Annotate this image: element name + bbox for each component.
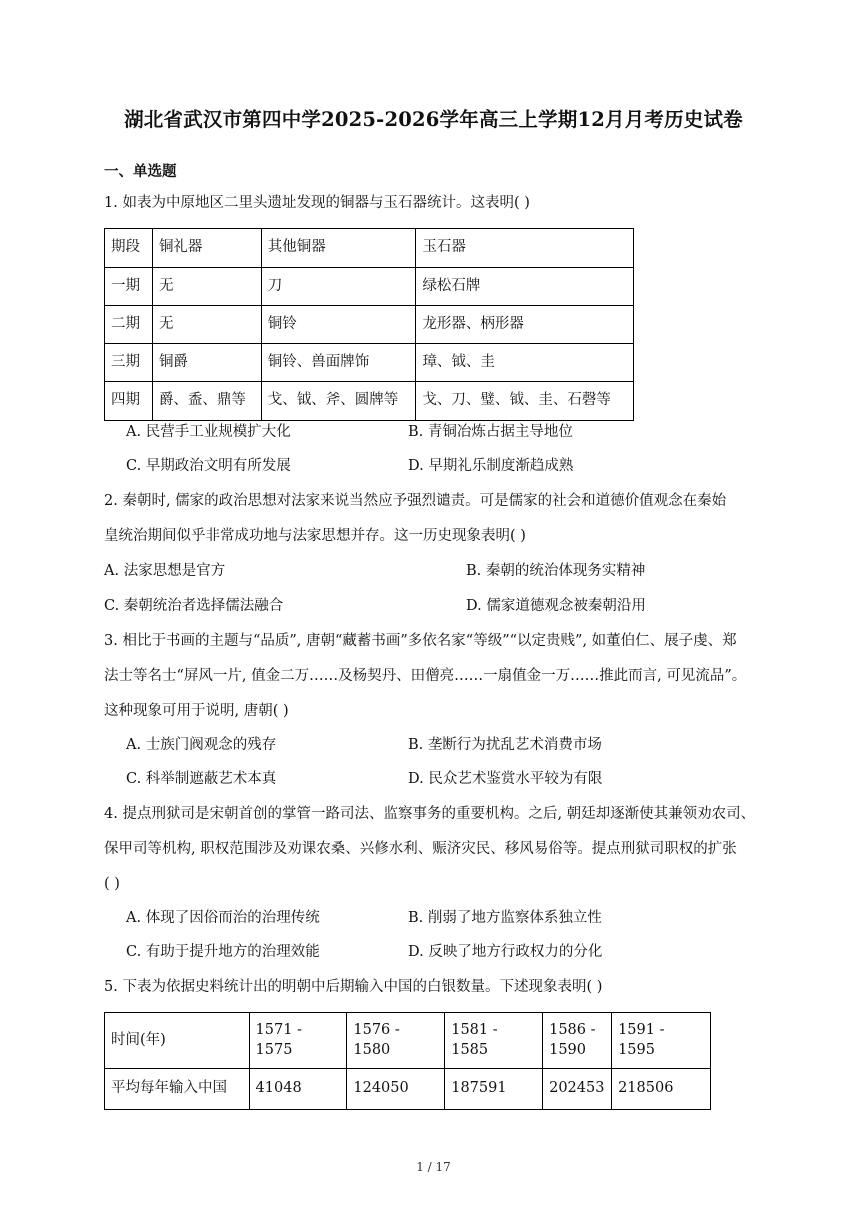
q1-table-row [105,268,634,306]
q1-header-cell: 期段 [105,229,153,268]
q5-table-header-row [105,1013,711,1069]
q5-header-cell: 1571 - 1575 [249,1013,347,1069]
q5-header-cell: 时间(年) [105,1013,250,1069]
q4-stem-line: 4. 提点刑狱司是宋朝首创的掌管一路司法、监察事务的重要机构。之后, 朝廷却逐渐使其兼领劝农司、 [104,806,756,822]
q1-table-row [105,344,634,382]
q1-cell: 刀 [261,268,416,306]
q3-stem-line: 法士等名士“屏风一片, 值金二万……及杨契丹、田僧亮……一扇值金一万……推此而言, 可见流品”。 [104,668,747,684]
q1-header-cell: 其他铜器 [261,229,416,268]
q1-table-header-row [105,229,634,268]
q2-option-a[interactable]: A. 法家思想是官方 [104,563,226,579]
q4-option-d[interactable]: D. 反映了地方行政权力的分化 [408,944,603,960]
q1-option-c[interactable]: C. 早期政治文明有所发展 [126,458,291,474]
q1-cell: 无 [152,306,261,344]
q1-table-row [105,306,634,344]
q1-cell: 绿松石牌 [416,268,634,306]
page-number: 1 / 17 [416,1160,451,1174]
q4-option-c[interactable]: C. 有助于提升地方的治理效能 [126,944,320,960]
q3-option-a[interactable]: A. 士族门阀观念的残存 [126,737,277,753]
q5-cell: 41048 [249,1069,347,1110]
q1-cell: 铜铃 [261,306,416,344]
q1-header-cell: 铜礼器 [152,229,261,268]
q1-cell: 一期 [105,268,153,306]
exam-title: 湖北省武汉市第四中学2025-2026学年高三上学期12月月考历史试卷 [124,108,743,131]
q1-cell: 三期 [105,344,153,382]
q1-cell: 爵、盉、鼎等 [152,382,261,421]
q1-option-d[interactable]: D. 早期礼乐制度渐趋成熟 [408,458,574,474]
q5-cell: 平均每年输入中国 [105,1069,250,1110]
q2-option-c[interactable]: C. 秦朝统治者选择儒法融合 [104,598,284,614]
q5-cell: 124050 [347,1069,445,1110]
q2-stem-line: 皇统治期间似乎非常成功地与法家思想并存。这一历史现象表明( ) [104,528,526,544]
q5-cell: 187591 [445,1069,543,1110]
q1-header-cell: 玉石器 [416,229,634,268]
q3-stem-line: 3. 相比于书画的主题与“品质”, 唐朝“藏蓄书画”多依名家“等级”“以定贵贱”, 如董伯仁、展子虔、郑 [104,633,737,649]
q1-stem: 1. 如表为中原地区二里头遗址发现的铜器与玉石器统计。这表明( ) [104,195,530,211]
q1-table [104,228,634,421]
q5-header-cell: 1576 - 1580 [347,1013,445,1069]
q5-cell: 218506 [612,1069,711,1110]
q3-stem-line: 这种现象可用于说明, 唐朝( ) [104,703,289,719]
q5-header-cell: 1591 - 1595 [612,1013,711,1069]
q4-option-a[interactable]: A. 体现了因俗而治的治理传统 [126,910,320,926]
q1-cell: 戈、刀、璧、钺、圭、石磬等 [416,382,634,421]
q1-cell: 四期 [105,382,153,421]
q1-cell: 铜铃、兽面牌饰 [261,344,416,382]
q4-option-b[interactable]: B. 削弱了地方监察体系独立性 [408,910,602,926]
q1-cell: 二期 [105,306,153,344]
q5-cell: 202453 [543,1069,612,1110]
section-heading: 一、单选题 [104,163,177,180]
q1-cell: 戈、钺、斧、圆牌等 [261,382,416,421]
q4-stem-line: 保甲司等机构, 职权范围涉及劝课农桑、兴修水利、赈济灾民、移风易俗等。提点刑狱司职权的扩张 [104,841,737,857]
q3-option-d[interactable]: D. 民众艺术鉴赏水平较为有限 [408,771,603,787]
q1-cell: 铜爵 [152,344,261,382]
q1-option-a[interactable]: A. 民营手工业规模扩大化 [126,424,291,440]
q1-table-row [105,382,634,421]
q2-option-b[interactable]: B. 秦朝的统治体现务实精神 [466,563,646,579]
q1-cell: 无 [152,268,261,306]
q5-header-cell: 1586 - 1590 [543,1013,612,1069]
q5-header-cell: 1581 - 1585 [445,1013,543,1069]
q5-table-row [105,1069,711,1110]
q2-option-d[interactable]: D. 儒家道德观念被秦朝沿用 [466,598,646,614]
q1-cell: 龙形器、柄形器 [416,306,634,344]
q1-option-b[interactable]: B. 青铜冶炼占据主导地位 [408,424,573,440]
q2-stem-line: 2. 秦朝时, 儒家的政治思想对法家来说当然应予强烈谴责。可是儒家的社会和道德价值观念在秦始 [104,493,727,509]
q5-stem: 5. 下表为依据史料统计出的明朝中后期输入中国的白银数量。下述现象表明( ) [104,979,603,995]
q4-stem-line: ( ) [104,876,120,892]
q3-option-b[interactable]: B. 垄断行为扰乱艺术消费市场 [408,737,602,753]
q1-cell: 璋、钺、圭 [416,344,634,382]
q3-option-c[interactable]: C. 科举制遮蔽艺术本真 [126,771,277,787]
q5-table [104,1012,711,1110]
